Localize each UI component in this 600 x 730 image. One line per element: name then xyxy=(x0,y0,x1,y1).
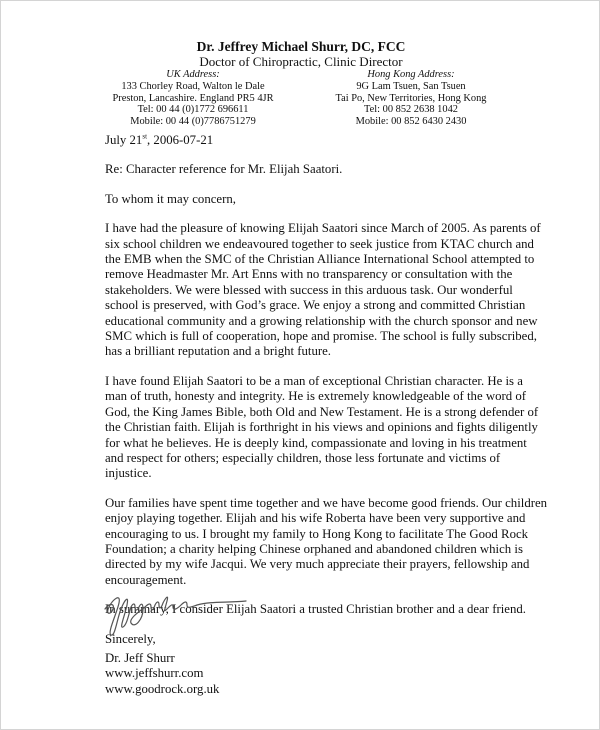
text-line: SMC which is full of cooperation, hope and promise. The school is fully subscribed, xyxy=(105,329,537,344)
text-line: remove Headmaster Mr. Art Enns with no transparency or consultation with the xyxy=(105,267,513,282)
uk-address-label: UK Address: xyxy=(166,69,220,80)
text-line: and respect for others; especially children, those less fortunate and victims of xyxy=(105,450,501,465)
hk-mobile: Mobile: 00 852 6430 2430 xyxy=(355,116,467,128)
letter-closing: Sincerely, xyxy=(105,631,156,646)
date-ordinal: st xyxy=(142,132,148,141)
text-line: I have found Elijah Saatori to be a man of exceptional Christian character. He is a xyxy=(105,373,523,388)
text-line: has a brilliant reputation and a bright future. xyxy=(105,344,332,359)
text-line: stakeholders. We were blessed with success in this arduous task. Our wonderful xyxy=(105,282,513,297)
paragraph-2 xyxy=(105,373,539,482)
paragraph-3 xyxy=(105,495,548,588)
author-name: Dr. Jeffrey Michael Shurr, DC, FCC xyxy=(196,39,406,54)
letter-body xyxy=(105,132,548,661)
date-main: July 21 xyxy=(105,133,143,147)
paragraph-1 xyxy=(105,221,541,360)
text-line: Our families have spent time together and we have become good friends. Our children xyxy=(105,495,548,510)
author-title: Doctor of Chiropractic, Clinic Director xyxy=(199,54,403,69)
text-line: enjoy playing together. Elijah and his wife Roberta have been very supportive and xyxy=(105,511,526,526)
letter-date xyxy=(105,133,535,148)
date-suffix: , 2006-07-21 xyxy=(147,133,214,147)
signature-icon xyxy=(101,589,251,644)
hk-tel: Tel: 00 852 2638 1042 xyxy=(364,104,458,116)
uk-tel: Tel: 00 44 (0)1772 696611 xyxy=(137,104,249,116)
hk-address-block xyxy=(301,69,521,128)
text-line: the EMB when the SMC of the Christian Alliance International School attempted to xyxy=(105,252,535,267)
text-line: for what he believes. He is deeply kind, compassionate and loving in his treatment xyxy=(105,435,527,450)
hk-address-line1: 9G Lam Tsuen, San Tsuen xyxy=(356,80,466,92)
uk-address-line2: Preston, Lancashire. England PR5 4JR xyxy=(112,92,274,104)
hk-address-line2: Tai Po, New Territories, Hong Kong xyxy=(335,92,487,104)
text-line: Foundation; a charity helping Chinese orphaned and abandoned children which is xyxy=(105,541,523,556)
website-link-1[interactable]: www.jeffshurr.com xyxy=(105,666,204,681)
text-line: I have had the pleasure of knowing Elijah Saatori since March of 2005. As parents of xyxy=(105,221,541,236)
letter-subject: Re: Character reference for Mr. Elijah Saatori. xyxy=(105,162,343,177)
website-link-2[interactable]: www.goodrock.org.uk xyxy=(105,681,220,696)
text-line: God, the King James Bible, both Old and New Testament. He is a strong defender of xyxy=(105,404,539,419)
text-line: the Christian faith. Elijah is forthright in his views and opinions and fights diligently xyxy=(105,420,538,435)
text-line: educational community and a growing relationship with the church sponsor and new xyxy=(105,313,538,328)
text-line: directed by my wife Jacqui. We very much appreciate their prayers, fellowship and xyxy=(105,557,530,572)
text-line: In summary, I consider Elijah Saatori a trusted Christian brother and a dear friend. xyxy=(105,602,526,617)
text-line: encouragement. xyxy=(105,572,187,587)
uk-address-line1: 133 Chorley Road, Walton le Dale xyxy=(121,80,265,92)
uk-address-block xyxy=(83,69,303,128)
text-line: school is preserved, with God’s grace. We enjoy a strong and committed Christian xyxy=(105,298,526,313)
letterhead xyxy=(1,39,600,69)
letter-salutation: To whom it may concern, xyxy=(105,191,236,206)
hk-address-label: Hong Kong Address: xyxy=(367,69,455,80)
signer-block xyxy=(105,651,219,697)
text-line: man of truth, honesty and integrity. He is extremely knowledgeable of the word of xyxy=(105,389,526,404)
text-line: six school children we endeavoured together to seek justice from KTAC church and xyxy=(105,236,534,251)
uk-mobile: Mobile: 00 44 (0)7786751279 xyxy=(130,116,256,128)
signer-name: Dr. Jeff Shurr xyxy=(105,651,175,665)
text-line: injustice. xyxy=(105,466,152,481)
text-line: encouraging to us. I brought my family to Hong Kong to facilitate The Good Rock xyxy=(105,526,529,541)
